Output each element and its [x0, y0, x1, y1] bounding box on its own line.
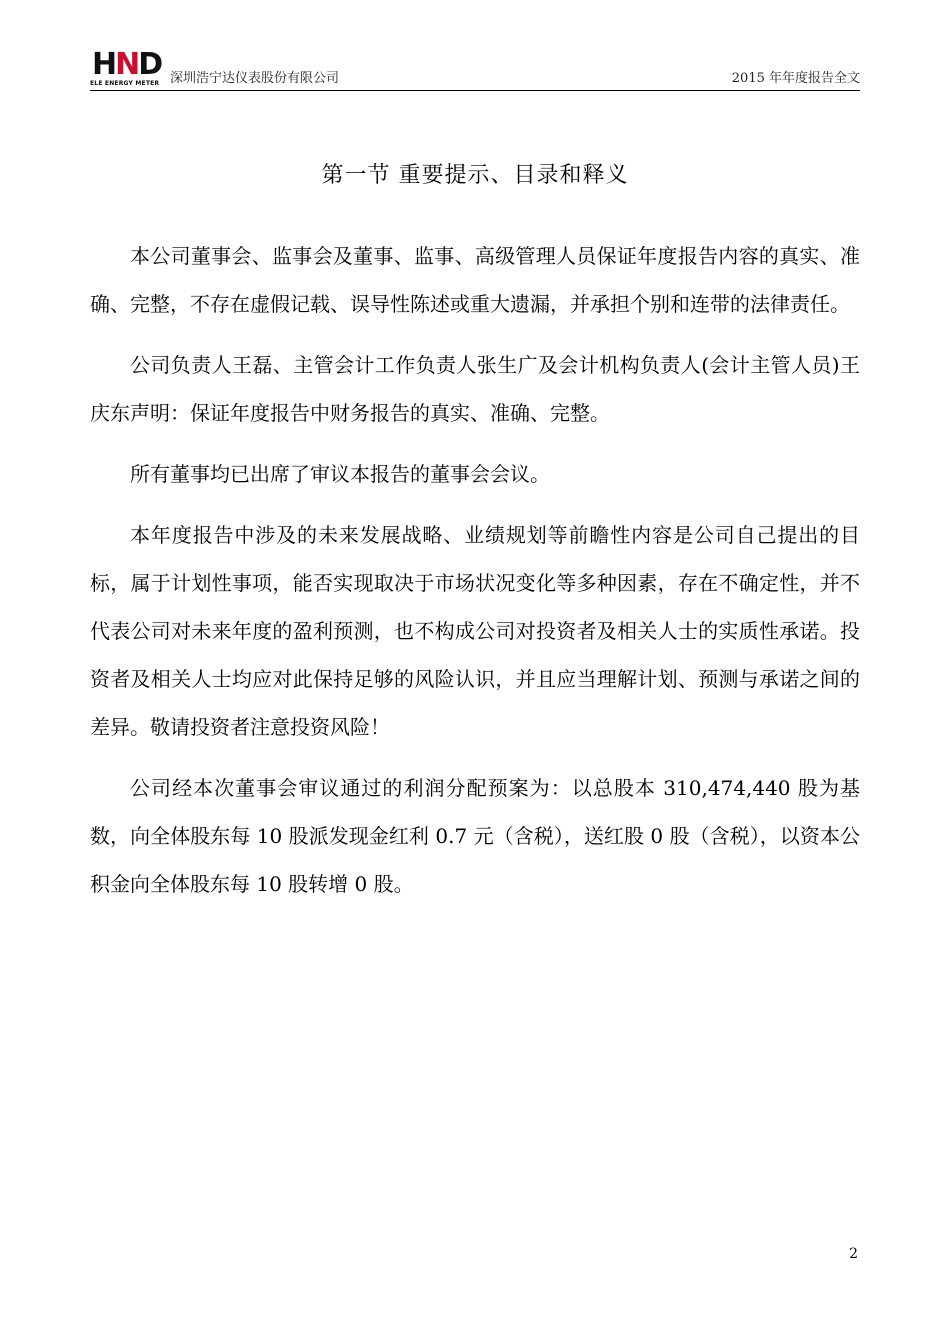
logo-letters: HND — [92, 47, 162, 82]
paragraph: 所有董事均已出席了审议本报告的董事会会议。 — [130, 462, 550, 486]
paragraph: 公司负责人王磊、主管会计工作负责人张生广及会计机构负责人(会计主管人员)王庆东声明：保证年度报告中财务报告的真实、准确、完整。 — [90, 353, 860, 425]
company-logo — [90, 47, 162, 88]
document-body — [90, 232, 860, 921]
paragraph: 本公司董事会、监事会及董事、监事、高级管理人员保证年度报告内容的真实、准确、完整，不存在虚假记载、误导性陈述或重大遗漏，并承担个别和连带的法律责任。 — [90, 244, 860, 316]
logo-tagline: ELE ENERGY METER — [90, 80, 160, 87]
page-number: 2 — [849, 1246, 858, 1262]
section-title: 第一节 重要提示、目录和释义 — [321, 163, 629, 188]
company-name: 深圳浩宁达仪表股份有限公司 — [170, 71, 340, 86]
paragraph: 公司经本次董事会审议通过的利润分配预案为：以总股本 310,474,440 股为基数，向全体股东每 10 股派发现金红利 0.7 元（含税），送红股 0 股（含税），以资本公积金向全体股东每 10 股转增 0 股。 — [90, 776, 860, 896]
page-header — [90, 48, 860, 91]
paragraph: 本年度报告中涉及的未来发展战略、业绩规划等前瞻性内容是公司自己提出的目标，属于计划性事项，能否实现取决于市场状况变化等多种因素，存在不确定性，并不代表公司对未来年度的盈利预测，也不构成公司对投资者及相关人士的实质性承诺。投资者及相关人士均应对此保持足够的风险认识，并且应当理解计划、预测与承诺之间的差异。敬请投资者注意投资风险！ — [90, 523, 860, 739]
report-name: 2015 年年度报告全文 — [731, 71, 860, 86]
